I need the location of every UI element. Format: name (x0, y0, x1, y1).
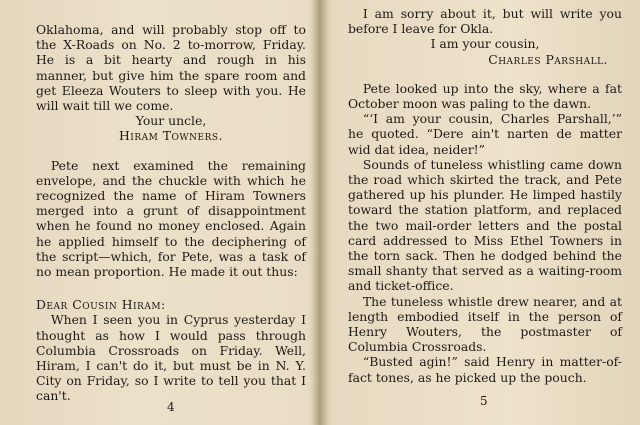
left-page (0, 0, 314, 425)
letter-salutation: Dear Cousin Hiram: (36, 297, 166, 313)
letter-continuation: Oklahoma, and will probably stop off to the X-Roads on No. 2 to-morrow, Friday. He is a bit hearty and rough in his manner, but give him the spare room and get Eleeza Wouters to sleep with you. He will wait till we come. (36, 22, 306, 114)
letter-closing: I am your cousin, (430, 36, 540, 52)
letter-closing: Your uncle, (135, 113, 207, 129)
narrative-paragraph: “Busted agin!” said Henry in matter-of-fact tones, as he picked up the pouch. (348, 354, 622, 385)
narrative-paragraph: Sounds of tuneless whistling came down the road which skirted the track, and Pete gathered up his plunder. He limped hastily toward the station platform, and replaced the two mail-order letters and the postal card addressed to Miss Ethel Towners in the torn sack. Then he dodged behind the small shanty that served as a waiting-room and ticket-office. (348, 156, 622, 294)
page-number-right: 5 (480, 394, 488, 408)
letter-ending: I am sorry about it, but will write you before I leave for Okla. (348, 6, 622, 37)
letter-body: When I seen you in Cyprus yesterday I thought as how I would pass through Columbia Crossroads on Friday. Well, Hiram, I can't do it, but must be in N. Y. City on Friday, so I write to tell you that I can't. (36, 312, 306, 404)
page-number-left: 4 (167, 400, 175, 414)
letter-signature: Charles Parshall. (488, 51, 608, 67)
narrative-paragraph: Pete looked up into the sky, where a fat October moon was paling to the dawn. (348, 80, 622, 112)
narrative-paragraph: The tuneless whistle drew nearer, and at length embodied itself in the person of Henry Wouters, the postmaster of Columbia Crossroads. (348, 293, 622, 355)
narrative-paragraph: Pete next examined the remaining envelope, and the chuckle with which he recognized the name of Hiram Towners merged into a grunt of disappointment when he found no money enclosed. Again he applied himself to the deciphering of the script—which, for Pete, was a task of no mean proportion. He made it out thus: (36, 157, 306, 280)
right-page (326, 0, 640, 425)
narrative-paragraph: “‘I am your cousin, Charles Parshall,’” he quoted. “Dere ain't narten de matter wid dat idea, neider!” (348, 111, 622, 157)
letter-signature: Hiram Towners. (118, 128, 223, 144)
